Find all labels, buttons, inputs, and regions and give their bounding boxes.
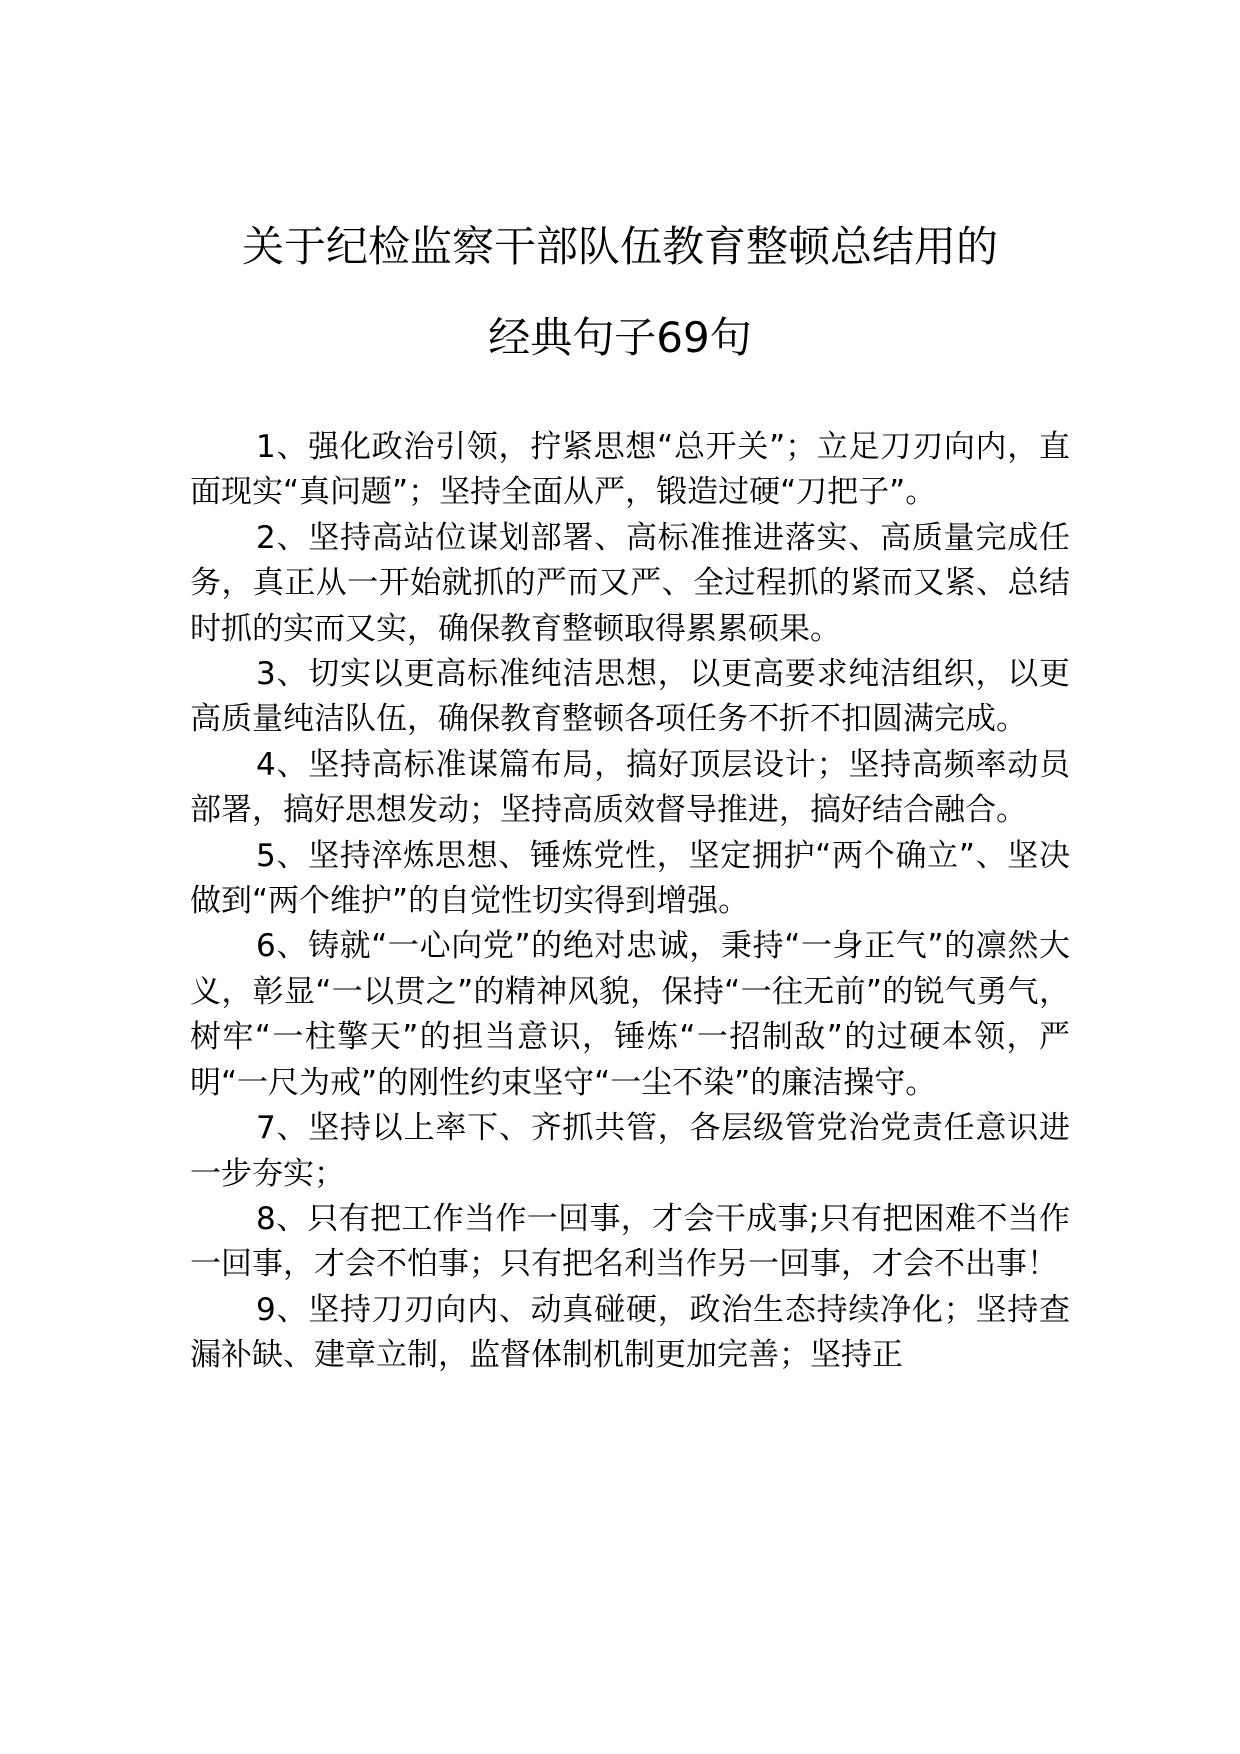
paragraph-9: 9、坚持刀刃向内、动真碰硬，政治生态持续净化；坚持查漏补缺、建章立制，监督体制机制更加完善；坚持正 xyxy=(190,1291,1070,1374)
paragraph-7: 7、坚持以上率下、齐抓共管，各层级管党治党责任意识进一步夯实； xyxy=(190,1110,1070,1192)
document-body xyxy=(190,425,1070,1379)
document-title-line-2: 经典句子69句 xyxy=(488,313,752,362)
paragraph-3: 3、切实以更高标准纯洁思想，以更高要求纯洁组织，以更高质量纯洁队伍，确保教育整顿各项任务不折不扣圆满完成。 xyxy=(190,656,1070,738)
paragraph-4: 4、坚持高标准谋篇布局，搞好顶层设计；坚持高频率动员部署，搞好思想发动；坚持高质效督导推进，搞好结合融合。 xyxy=(190,746,1070,829)
paragraph-2: 2、坚持高站位谋划部署、高标准推进落实、高质量完成任务，真正从一开始就抓的严而又严、全过程抓的紧而又紧、总结时抓的实而又实，确保教育整顿取得累累硕果。 xyxy=(190,519,1070,647)
paragraph-5: 5、坚持淬炼思想、锤炼党性，坚定拥护“两个确立”、坚决做到“两个维护”的自觉性切实得到增强。 xyxy=(190,837,1070,920)
paragraph-6: 6、铸就“一心向党”的绝对忠诚，秉持“一身正气”的凛然大义，彰显“一以贯之”的精神风貌，保持“一往无前”的锐气勇气，树牢“一柱擎天”的担当意识，锤炼“一招制敌”的过硬本领，严明“一尺为戒”的刚性约束坚守“一尘不染”的廉洁操守。 xyxy=(190,928,1070,1101)
paragraph-8: 8、只有把工作当作一回事，才会干成事;只有把困难不当作一回事，才会不怕事；只有把名利当作另一回事，才会不出事！ xyxy=(190,1200,1070,1283)
document-title-line-1: 关于纪检监察干部队伍教育整顿总结用的 xyxy=(241,222,998,271)
paragraph-1: 1、强化政治引领，拧紧思想“总开关”；立足刀刃向内，直面现实“真问题”；坚持全面从严，锻造过硬“刀把子”。 xyxy=(190,429,1070,511)
